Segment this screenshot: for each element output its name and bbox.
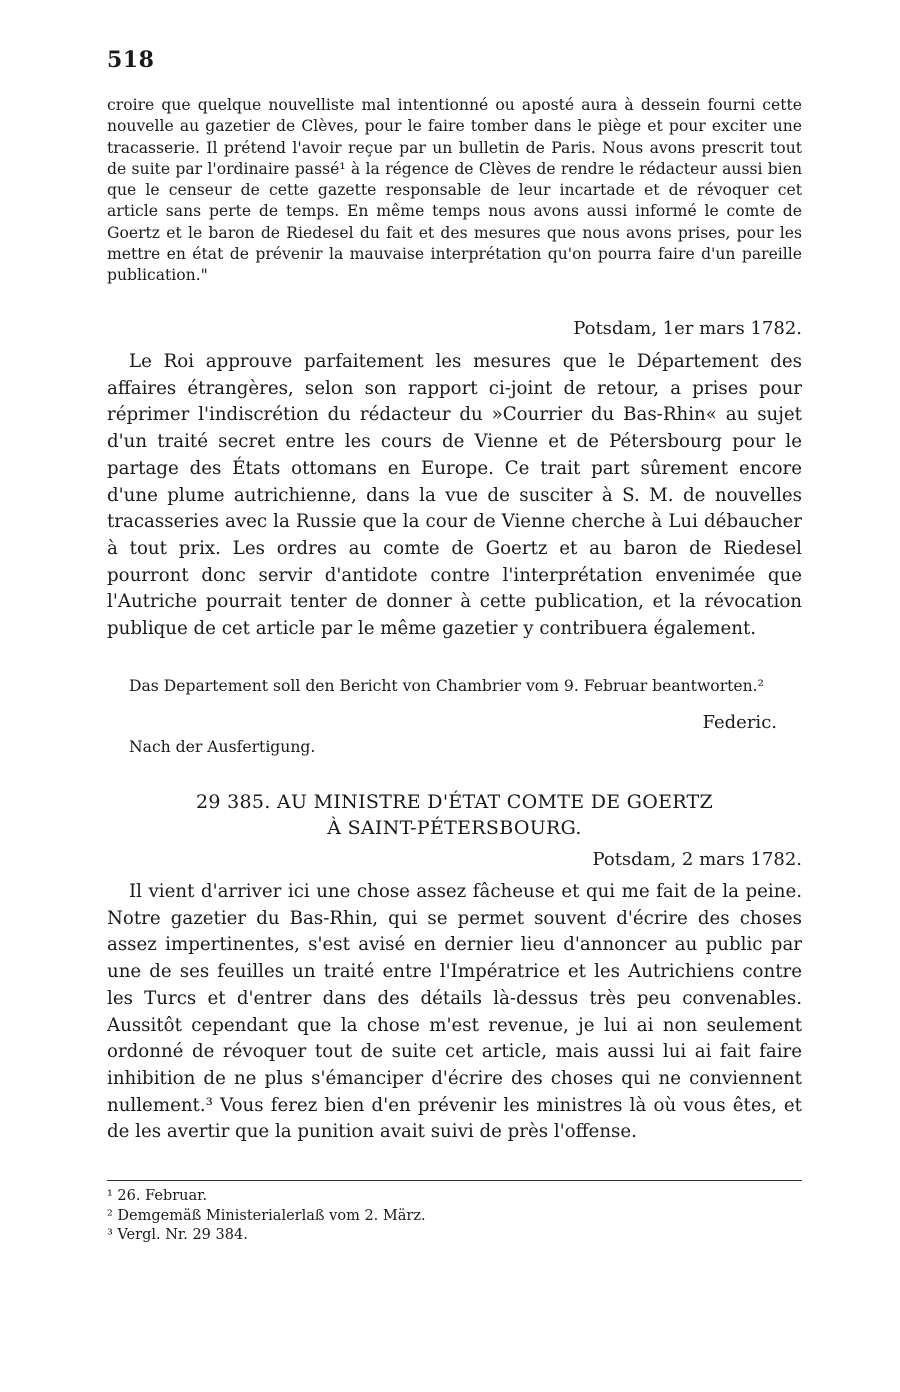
footnote-2: ² Demgemäß Ministerialerlaß vom 2. März.	[107, 1207, 426, 1224]
source-note: Nach der Ausfertigung.	[129, 738, 316, 756]
body-text-1: Le Roi approuve parfaitement les mesures que le Département des affaires étrangères, selon son rapport ci-joint de retour, a prises pour réprimer l'indiscrétion du rédacteur du »Courrier du Bas-Rhin« au sujet d'un traité secret entre les cours de Vienne et de Pétersbourg pour le partage des États ottomans en Europe. Ce trait part sûrement encore d'une plume autrichienne, dans la vue de susciter à S. M. de nouvelles tracasseries avec la Russie que la cour de Vienne cherche à Lui débaucher à tout prix. Les ordres au comte de Goertz et au baron de Riedesel pourront donc servir d'antidote contre l'interprétation envenimée que l'Autriche pourrait tenter de donner à cette publication, et la révocation publique de cet article par le même gazetier y contribuera également.	[107, 351, 802, 640]
body-paragraph-1	[107, 349, 802, 643]
letter-heading	[107, 789, 802, 841]
body-paragraph-2	[107, 879, 802, 1146]
quote-paragraph	[107, 95, 802, 287]
footnote-divider	[107, 1180, 802, 1181]
note-text: Das Departement soll den Bericht von Chambrier vom 9. Februar beantworten.²	[129, 677, 764, 695]
footnote-1: ¹ 26. Februar.	[107, 1188, 208, 1204]
dateline-1: Potsdam, 1er mars 1782.	[573, 318, 802, 339]
note-paragraph	[107, 677, 802, 696]
body-text-2: Il vient d'arriver ici une chose assez fâcheuse et qui me fait de la peine. Notre gazetier du Bas-Rhin, qui se permet souvent d'écrire des choses assez impertinentes, s'est avisé en dernier lieu d'annoncer au public par une de ses feuilles un traité entre l'Impératrice et les Autrichiens contre les Turcs et d'entrer dans des détails là-dessus très peu convenables. Aussitôt cependant que la chose m'est revenue, je lui ai non seulement ordonné de révoquer tout de suite cet article, mais aussi lui ai fait faire inhibition de ne plus s'émanciper d'écrire des choses qui ne conviennent nullement.³ Vous ferez bien d'en prévenir les ministres là où vous êtes, et de les avertir que la punition avait suivi de près l'offense.	[107, 881, 802, 1143]
page-number: 518	[107, 47, 155, 73]
heading-line-1: 29 385. AU MINISTRE D'ÉTAT COMTE DE GOERTZ	[195, 791, 714, 813]
footnote-3: ³ Vergl. Nr. 29 384.	[107, 1227, 248, 1243]
heading-line-2: À SAINT-PÉTERSBOURG.	[327, 817, 582, 839]
footnotes	[107, 1187, 802, 1246]
signature: Federic.	[702, 712, 777, 733]
dateline-2: Potsdam, 2 mars 1782.	[592, 849, 802, 870]
quote-text: croire que quelque nouvelliste mal intentionné ou aposté aura à dessein fourni cette nouvelle au gazetier de Clèves, pour le faire tomber dans le piège et pour exciter une tracasserie. Il prétend l'avoir reçue par un bulletin de Paris. Nous avons prescrit tout de suite par l'ordinaire passé¹ à la régence de Clèves de rendre le rédacteur aussi bien que le censeur de cette gazette responsable de leur incartade et de révoquer cet article sans perte de temps. En même temps nous avons aussi informé le comte de Goertz et le baron de Riedesel du fait et des mesures que nous avons prises, pour les mettre en état de prévenir la mauvaise interprétation qu'on pourra faire d'un pareille publication."	[107, 96, 802, 285]
